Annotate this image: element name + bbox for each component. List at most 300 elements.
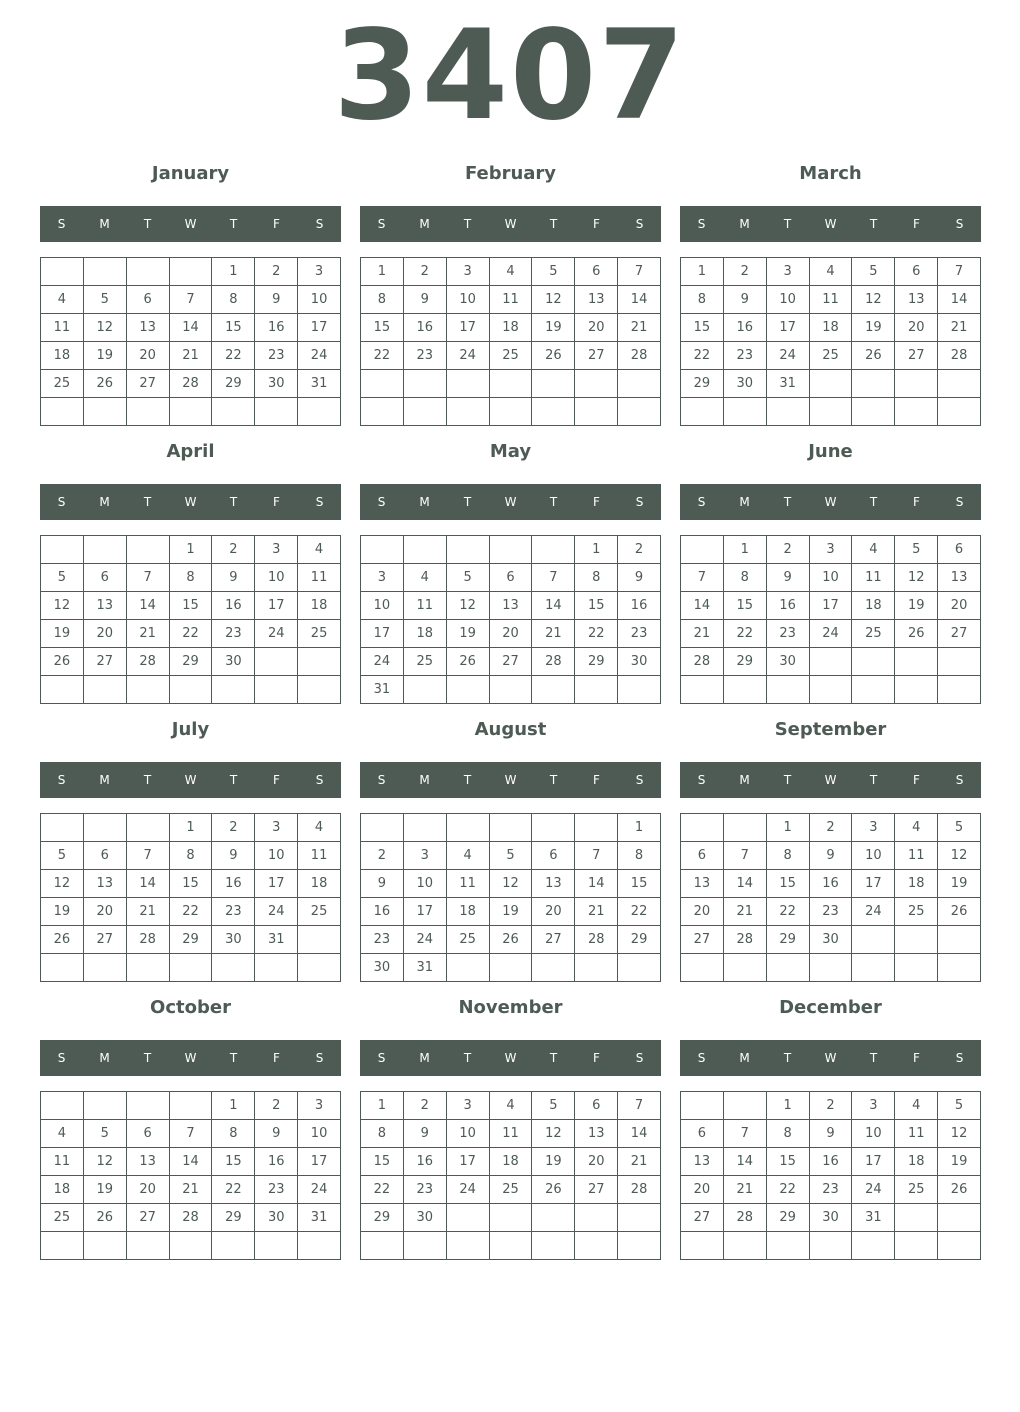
day-cell: 15: [575, 592, 618, 620]
day-cell: 26: [532, 342, 575, 370]
day-cell: 9: [724, 286, 767, 314]
day-cell: 21: [170, 342, 213, 370]
day-cell: 5: [490, 842, 533, 870]
day-cell: 19: [447, 620, 490, 648]
day-cell: 17: [767, 314, 810, 342]
day-cell: 5: [532, 258, 575, 286]
day-cell: 1: [618, 814, 661, 842]
day-cell: 27: [84, 648, 127, 676]
day-cell: 28: [127, 648, 170, 676]
day-cell: 5: [41, 564, 84, 592]
day-cell: 12: [84, 314, 127, 342]
weekday-label: S: [697, 773, 706, 787]
day-cell: 17: [404, 898, 447, 926]
empty-day-cell: [532, 398, 575, 426]
weekday-label: M: [419, 495, 430, 509]
weekday-label: T: [463, 217, 472, 231]
day-cell: 20: [127, 342, 170, 370]
empty-day-cell: [127, 398, 170, 426]
empty-day-cell: [127, 1092, 170, 1120]
day-cell: 27: [681, 1204, 724, 1232]
day-cell: 21: [170, 1176, 213, 1204]
day-cell: 11: [895, 1120, 938, 1148]
day-cell: 16: [767, 592, 810, 620]
day-cell: 4: [298, 814, 341, 842]
empty-day-cell: [41, 1092, 84, 1120]
weekday-label: M: [99, 217, 110, 231]
day-cell: 26: [447, 648, 490, 676]
day-cell: 22: [212, 1176, 255, 1204]
empty-day-cell: [532, 1204, 575, 1232]
day-cell: 9: [810, 842, 853, 870]
day-cell: 16: [255, 1148, 298, 1176]
empty-day-cell: [361, 1232, 404, 1260]
day-cell: 31: [255, 926, 298, 954]
day-cell: 30: [404, 1204, 447, 1232]
empty-day-cell: [681, 1232, 724, 1260]
empty-day-cell: [681, 954, 724, 982]
empty-day-cell: [212, 954, 255, 982]
day-cell: 14: [618, 1120, 661, 1148]
day-cell: 9: [255, 1120, 298, 1148]
day-cell: 24: [852, 1176, 895, 1204]
weekday-label: M: [739, 773, 750, 787]
empty-day-cell: [895, 926, 938, 954]
day-cell: 9: [255, 286, 298, 314]
empty-day-cell: [447, 676, 490, 704]
day-cell: 16: [404, 1148, 447, 1176]
days-grid: [40, 813, 341, 982]
day-cell: 12: [532, 286, 575, 314]
weekday-label: W: [824, 495, 837, 509]
day-cell: 29: [767, 1204, 810, 1232]
day-cell: 6: [575, 258, 618, 286]
empty-day-cell: [127, 258, 170, 286]
day-cell: 24: [767, 342, 810, 370]
days-grid: [40, 535, 341, 704]
day-cell: 15: [361, 314, 404, 342]
day-cell: 30: [212, 926, 255, 954]
empty-day-cell: [575, 676, 618, 704]
day-cell: 24: [404, 926, 447, 954]
empty-day-cell: [724, 814, 767, 842]
day-cell: 6: [681, 1120, 724, 1148]
day-cell: 17: [810, 592, 853, 620]
weekday-header: [360, 484, 661, 520]
empty-day-cell: [404, 1232, 447, 1260]
day-cell: 1: [212, 1092, 255, 1120]
day-cell: 7: [127, 842, 170, 870]
day-cell: 13: [127, 314, 170, 342]
day-cell: 25: [298, 898, 341, 926]
empty-day-cell: [127, 954, 170, 982]
day-cell: 4: [41, 1120, 84, 1148]
empty-day-cell: [212, 398, 255, 426]
day-cell: 3: [298, 1092, 341, 1120]
empty-day-cell: [681, 814, 724, 842]
weekday-label: F: [913, 495, 920, 509]
day-cell: 2: [212, 536, 255, 564]
empty-day-cell: [618, 954, 661, 982]
weekday-label: F: [913, 773, 920, 787]
weekday-label: S: [377, 773, 386, 787]
day-cell: 26: [938, 898, 981, 926]
day-cell: 21: [938, 314, 981, 342]
day-cell: 29: [361, 1204, 404, 1232]
day-cell: 10: [447, 1120, 490, 1148]
empty-day-cell: [298, 398, 341, 426]
weekday-header: [680, 484, 981, 520]
day-cell: 11: [41, 314, 84, 342]
day-cell: 11: [298, 564, 341, 592]
day-cell: 24: [298, 342, 341, 370]
day-cell: 26: [895, 620, 938, 648]
weekday-header: [40, 762, 341, 798]
empty-day-cell: [681, 536, 724, 564]
day-cell: 20: [127, 1176, 170, 1204]
weekday-label: M: [99, 773, 110, 787]
weekday-label: T: [143, 1051, 152, 1065]
empty-day-cell: [170, 954, 213, 982]
empty-day-cell: [767, 954, 810, 982]
empty-day-cell: [724, 398, 767, 426]
day-cell: 25: [490, 1176, 533, 1204]
day-cell: 30: [255, 370, 298, 398]
day-cell: 20: [532, 898, 575, 926]
day-cell: 4: [895, 1092, 938, 1120]
weekday-label: S: [697, 217, 706, 231]
weekday-label: T: [463, 773, 472, 787]
empty-day-cell: [298, 954, 341, 982]
day-cell: 18: [895, 1148, 938, 1176]
day-cell: 6: [84, 564, 127, 592]
day-cell: 5: [41, 842, 84, 870]
empty-day-cell: [681, 398, 724, 426]
empty-day-cell: [724, 954, 767, 982]
month-june: [680, 438, 981, 705]
day-cell: 12: [490, 870, 533, 898]
day-cell: 11: [298, 842, 341, 870]
day-cell: 5: [84, 1120, 127, 1148]
day-cell: 3: [810, 536, 853, 564]
day-cell: 27: [127, 1204, 170, 1232]
day-cell: 18: [404, 620, 447, 648]
day-cell: 13: [532, 870, 575, 898]
empty-day-cell: [532, 536, 575, 564]
day-cell: 5: [532, 1092, 575, 1120]
weekday-label: T: [463, 1051, 472, 1065]
weekday-label: W: [184, 1051, 197, 1065]
empty-day-cell: [618, 1232, 661, 1260]
day-cell: 24: [298, 1176, 341, 1204]
empty-day-cell: [41, 814, 84, 842]
empty-day-cell: [490, 954, 533, 982]
day-cell: 13: [895, 286, 938, 314]
empty-day-cell: [447, 536, 490, 564]
empty-day-cell: [298, 1232, 341, 1260]
day-cell: 17: [298, 314, 341, 342]
empty-day-cell: [938, 1204, 981, 1232]
empty-day-cell: [895, 370, 938, 398]
weekday-label: S: [57, 495, 66, 509]
day-cell: 4: [852, 536, 895, 564]
day-cell: 2: [767, 536, 810, 564]
weekday-label: F: [273, 495, 280, 509]
day-cell: 28: [170, 370, 213, 398]
weekday-label: W: [184, 773, 197, 787]
day-cell: 24: [255, 898, 298, 926]
day-cell: 15: [212, 314, 255, 342]
day-cell: 15: [681, 314, 724, 342]
day-cell: 2: [361, 842, 404, 870]
day-cell: 27: [938, 620, 981, 648]
day-cell: 15: [170, 870, 213, 898]
day-cell: 8: [212, 1120, 255, 1148]
day-cell: 6: [490, 564, 533, 592]
weekday-label: T: [549, 217, 558, 231]
weekday-label: T: [229, 1051, 238, 1065]
day-cell: 16: [361, 898, 404, 926]
day-cell: 7: [724, 842, 767, 870]
day-cell: 28: [938, 342, 981, 370]
empty-day-cell: [852, 954, 895, 982]
weekday-label: F: [593, 217, 600, 231]
weekday-label: M: [739, 1051, 750, 1065]
day-cell: 13: [127, 1148, 170, 1176]
day-cell: 25: [852, 620, 895, 648]
day-cell: 16: [810, 870, 853, 898]
day-cell: 15: [767, 870, 810, 898]
weekday-label: S: [315, 773, 324, 787]
day-cell: 14: [170, 1148, 213, 1176]
day-cell: 12: [84, 1148, 127, 1176]
day-cell: 18: [895, 870, 938, 898]
day-cell: 27: [84, 926, 127, 954]
empty-day-cell: [490, 676, 533, 704]
empty-day-cell: [895, 676, 938, 704]
empty-day-cell: [404, 370, 447, 398]
day-cell: 31: [361, 676, 404, 704]
empty-day-cell: [361, 536, 404, 564]
month-name: March: [799, 163, 862, 184]
day-cell: 20: [681, 898, 724, 926]
month-name: February: [464, 163, 557, 184]
day-cell: 31: [852, 1204, 895, 1232]
empty-day-cell: [767, 1232, 810, 1260]
day-cell: 9: [361, 870, 404, 898]
empty-day-cell: [212, 676, 255, 704]
day-cell: 10: [447, 286, 490, 314]
day-cell: 23: [810, 898, 853, 926]
year-title: 3407: [333, 4, 687, 148]
weekday-label: T: [869, 773, 878, 787]
day-cell: 22: [767, 898, 810, 926]
empty-day-cell: [681, 1092, 724, 1120]
day-cell: 30: [212, 648, 255, 676]
weekday-header: [680, 1040, 981, 1076]
weekday-label: S: [697, 495, 706, 509]
weekday-label: W: [184, 217, 197, 231]
day-cell: 11: [490, 1120, 533, 1148]
empty-day-cell: [127, 1232, 170, 1260]
day-cell: 19: [852, 314, 895, 342]
day-cell: 31: [404, 954, 447, 982]
month-name: June: [808, 441, 853, 462]
day-cell: 8: [170, 842, 213, 870]
month-september: [680, 716, 981, 983]
day-cell: 1: [212, 258, 255, 286]
day-cell: 14: [681, 592, 724, 620]
day-cell: 8: [361, 286, 404, 314]
empty-day-cell: [532, 814, 575, 842]
day-cell: 12: [447, 592, 490, 620]
day-cell: 5: [447, 564, 490, 592]
day-cell: 17: [298, 1148, 341, 1176]
empty-day-cell: [767, 676, 810, 704]
weekday-label: S: [955, 1051, 964, 1065]
weekday-label: S: [377, 495, 386, 509]
day-cell: 23: [618, 620, 661, 648]
day-cell: 16: [724, 314, 767, 342]
day-cell: 17: [255, 592, 298, 620]
day-cell: 4: [810, 258, 853, 286]
empty-day-cell: [170, 1232, 213, 1260]
day-cell: 20: [84, 898, 127, 926]
weekday-label: S: [635, 773, 644, 787]
empty-day-cell: [447, 398, 490, 426]
month-october: [40, 994, 341, 1261]
weekday-label: W: [824, 1051, 837, 1065]
day-cell: 30: [810, 926, 853, 954]
day-cell: 7: [724, 1120, 767, 1148]
day-cell: 15: [170, 592, 213, 620]
day-cell: 3: [255, 814, 298, 842]
day-cell: 8: [767, 1120, 810, 1148]
day-cell: 18: [490, 314, 533, 342]
weekday-label: T: [143, 773, 152, 787]
empty-day-cell: [255, 648, 298, 676]
day-cell: 11: [490, 286, 533, 314]
day-cell: 18: [810, 314, 853, 342]
day-cell: 21: [127, 620, 170, 648]
day-cell: 21: [618, 314, 661, 342]
day-cell: 23: [255, 1176, 298, 1204]
day-cell: 10: [404, 870, 447, 898]
day-cell: 22: [170, 620, 213, 648]
day-cell: 4: [298, 536, 341, 564]
day-cell: 22: [361, 1176, 404, 1204]
day-cell: 27: [895, 342, 938, 370]
weekday-label: M: [739, 217, 750, 231]
empty-day-cell: [212, 1232, 255, 1260]
day-cell: 4: [447, 842, 490, 870]
empty-day-cell: [895, 1232, 938, 1260]
day-cell: 20: [938, 592, 981, 620]
day-cell: 2: [618, 536, 661, 564]
day-cell: 28: [724, 926, 767, 954]
empty-day-cell: [938, 926, 981, 954]
day-cell: 7: [681, 564, 724, 592]
empty-day-cell: [895, 648, 938, 676]
empty-day-cell: [490, 814, 533, 842]
empty-day-cell: [810, 398, 853, 426]
day-cell: 6: [575, 1092, 618, 1120]
day-cell: 23: [724, 342, 767, 370]
weekday-label: T: [783, 1051, 792, 1065]
day-cell: 12: [41, 870, 84, 898]
weekday-label: W: [504, 1051, 517, 1065]
day-cell: 14: [127, 592, 170, 620]
weekday-label: W: [184, 495, 197, 509]
day-cell: 23: [404, 1176, 447, 1204]
day-cell: 25: [298, 620, 341, 648]
empty-day-cell: [938, 1232, 981, 1260]
day-cell: 28: [127, 926, 170, 954]
weekday-label: W: [504, 773, 517, 787]
empty-day-cell: [724, 1092, 767, 1120]
day-cell: 11: [852, 564, 895, 592]
month-january: [40, 160, 341, 427]
empty-day-cell: [41, 676, 84, 704]
weekday-label: S: [955, 495, 964, 509]
day-cell: 12: [41, 592, 84, 620]
weekday-header: [360, 762, 661, 798]
day-cell: 2: [810, 1092, 853, 1120]
day-cell: 27: [532, 926, 575, 954]
empty-day-cell: [255, 954, 298, 982]
day-cell: 26: [41, 926, 84, 954]
day-cell: 16: [255, 314, 298, 342]
day-cell: 2: [810, 814, 853, 842]
month-august: [360, 716, 661, 983]
day-cell: 13: [490, 592, 533, 620]
day-cell: 3: [447, 258, 490, 286]
day-cell: 14: [575, 870, 618, 898]
day-cell: 7: [938, 258, 981, 286]
weekday-header: [360, 1040, 661, 1076]
weekday-label: T: [229, 495, 238, 509]
day-cell: 6: [532, 842, 575, 870]
empty-day-cell: [255, 676, 298, 704]
day-cell: 4: [490, 258, 533, 286]
day-cell: 10: [298, 1120, 341, 1148]
day-cell: 4: [490, 1092, 533, 1120]
weekday-header: [40, 484, 341, 520]
day-cell: 10: [810, 564, 853, 592]
day-cell: 3: [852, 814, 895, 842]
empty-day-cell: [170, 1092, 213, 1120]
day-cell: 13: [938, 564, 981, 592]
day-cell: 18: [852, 592, 895, 620]
empty-day-cell: [767, 398, 810, 426]
day-cell: 16: [404, 314, 447, 342]
day-cell: 30: [361, 954, 404, 982]
weekday-label: S: [635, 495, 644, 509]
day-cell: 15: [767, 1148, 810, 1176]
month-april: [40, 438, 341, 705]
empty-day-cell: [41, 1232, 84, 1260]
empty-day-cell: [84, 1092, 127, 1120]
day-cell: 14: [127, 870, 170, 898]
day-cell: 23: [212, 898, 255, 926]
empty-day-cell: [490, 370, 533, 398]
weekday-label: M: [739, 495, 750, 509]
month-november: [360, 994, 661, 1261]
day-cell: 18: [41, 1176, 84, 1204]
day-cell: 29: [170, 926, 213, 954]
empty-day-cell: [938, 370, 981, 398]
empty-day-cell: [618, 398, 661, 426]
